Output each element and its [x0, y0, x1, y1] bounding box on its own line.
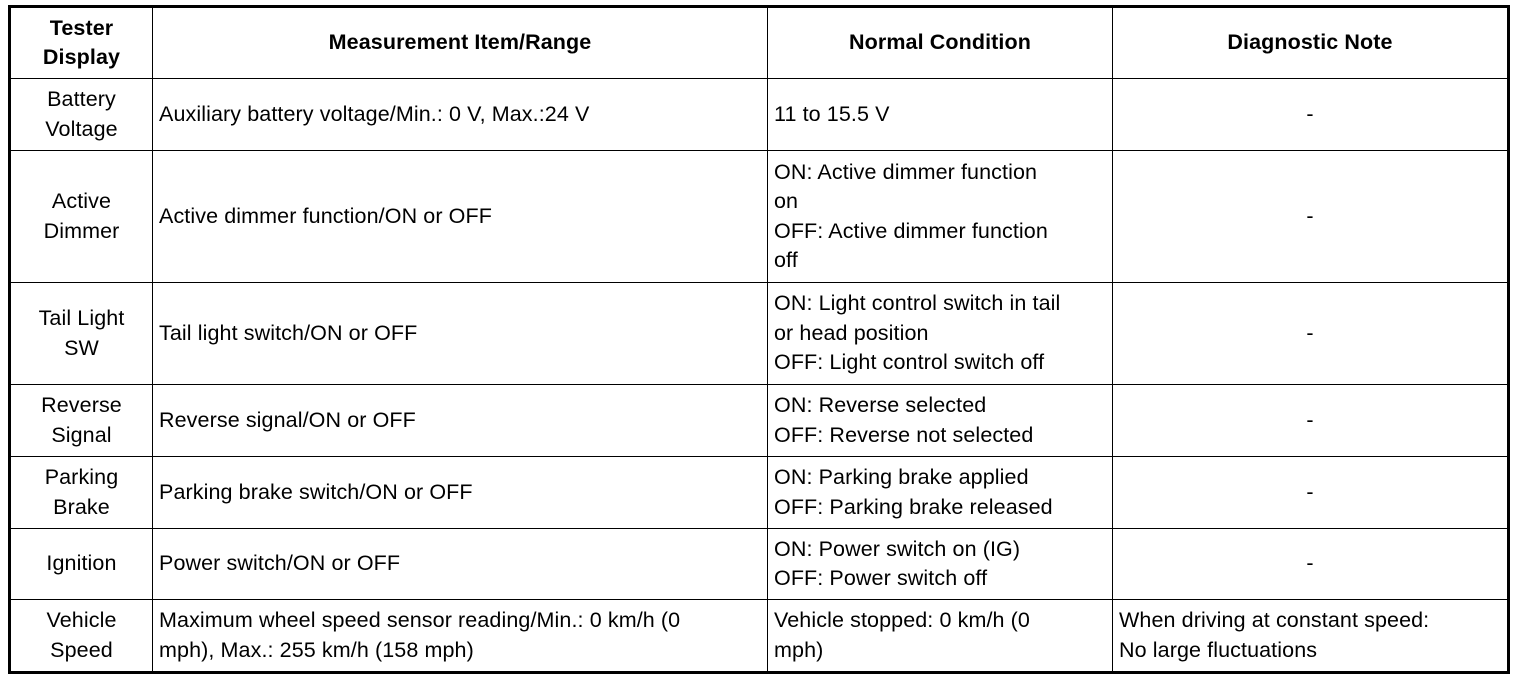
diagnostic-note-cell	[1113, 457, 1509, 529]
diagnostic-note-cell	[1113, 79, 1509, 151]
cell-line: No large fluctuations	[1119, 637, 1318, 662]
measurement-cell	[153, 457, 768, 529]
cell-line: OFF: Light control switch off	[774, 350, 1045, 375]
cell-line: -	[1306, 101, 1314, 126]
normal-condition-cell	[768, 151, 1113, 283]
cell-line: Voltage	[45, 116, 118, 141]
data-list-table-container	[8, 5, 1507, 674]
header-normal-condition: Normal Condition	[768, 7, 1113, 79]
cell-line: Signal	[51, 422, 112, 447]
normal-condition-cell	[768, 79, 1113, 151]
header-tester-display	[10, 7, 153, 79]
diagnostic-note-cell	[1113, 385, 1509, 457]
measurement-cell	[153, 283, 768, 385]
tester-display-cell	[10, 529, 153, 600]
normal-condition-cell	[768, 529, 1113, 600]
header-diagnostic-note: Diagnostic Note	[1113, 7, 1509, 79]
cell-line: OFF: Reverse not selected	[774, 422, 1034, 447]
tester-display-cell	[10, 283, 153, 385]
cell-line: OFF: Active dimmer function	[774, 218, 1048, 243]
normal-condition-cell	[768, 385, 1113, 457]
cell-line: Reverse	[41, 393, 122, 417]
cell-line: Brake	[53, 494, 110, 519]
cell-line: Maximum wheel speed sensor reading/Min.: 0 km/h (0	[159, 608, 681, 632]
cell-line: Reverse signal/ON or OFF	[159, 407, 416, 432]
cell-line: -	[1306, 203, 1314, 228]
header-tester-display-line: Tester	[49, 15, 114, 40]
tester-display-cell	[10, 385, 153, 457]
cell-line: ON: Parking brake applied	[774, 465, 1029, 489]
table-row	[10, 385, 1509, 457]
cell-line: Active	[51, 189, 112, 213]
cell-line: Parking	[44, 465, 119, 489]
cell-line: on	[774, 189, 799, 213]
normal-condition-cell	[768, 283, 1113, 385]
table-header-row	[10, 7, 1509, 79]
cell-line: Vehicle	[46, 608, 117, 632]
cell-line: Battery	[47, 87, 116, 111]
cell-line: Vehicle stopped: 0 km/h (0	[774, 608, 1030, 632]
tester-display-cell	[10, 457, 153, 529]
table-row	[10, 79, 1509, 151]
table-row	[10, 600, 1509, 673]
cell-line: mph)	[774, 637, 824, 662]
data-list-table	[8, 5, 1510, 674]
diagnostic-note-cell	[1113, 151, 1509, 283]
cell-line: Tail light switch/ON or OFF	[159, 320, 418, 345]
cell-line: Dimmer	[43, 218, 120, 243]
cell-line: ON: Power switch on (IG)	[774, 536, 1021, 561]
normal-condition-cell	[768, 600, 1113, 673]
cell-line: ON: Reverse selected	[774, 393, 987, 417]
cell-line: Speed	[50, 637, 113, 662]
header-measurement: Measurement Item/Range	[153, 7, 768, 79]
cell-line: Ignition	[46, 551, 117, 576]
cell-line: -	[1306, 551, 1314, 576]
measurement-cell	[153, 600, 768, 673]
tester-display-cell	[10, 151, 153, 283]
table-row	[10, 283, 1509, 385]
measurement-cell	[153, 151, 768, 283]
diagnostic-note-cell	[1113, 529, 1509, 600]
measurement-cell	[153, 385, 768, 457]
cell-line: Active dimmer function/ON or OFF	[159, 203, 492, 228]
diagnostic-note-cell	[1113, 283, 1509, 385]
measurement-cell	[153, 529, 768, 600]
cell-line: OFF: Power switch off	[774, 566, 988, 590]
cell-line: 11 to 15.5 V	[774, 101, 890, 126]
cell-line: or head position	[774, 320, 929, 345]
cell-line: OFF: Parking brake released	[774, 494, 1053, 519]
cell-line: ON: Active dimmer function	[774, 159, 1038, 184]
tester-display-cell	[10, 79, 153, 151]
cell-line: -	[1306, 479, 1314, 504]
table-row	[10, 457, 1509, 529]
cell-line: SW	[64, 335, 99, 360]
tester-display-cell	[10, 600, 153, 673]
diagnostic-note-cell	[1113, 600, 1509, 673]
cell-line: ON: Light control switch in tail	[774, 291, 1061, 316]
cell-line: Auxiliary battery voltage/Min.: 0 V, Max.:24 V	[159, 101, 590, 126]
cell-line: Parking brake switch/ON or OFF	[159, 479, 473, 504]
normal-condition-cell	[768, 457, 1113, 529]
cell-line: off	[774, 248, 798, 272]
table-row	[10, 529, 1509, 600]
cell-line: Power switch/ON or OFF	[159, 551, 401, 576]
table-row	[10, 151, 1509, 283]
cell-line: Tail Light	[38, 306, 125, 330]
cell-line: -	[1306, 407, 1314, 432]
measurement-cell	[153, 79, 768, 151]
cell-line: -	[1306, 320, 1314, 345]
cell-line: When driving at constant speed:	[1119, 608, 1430, 632]
cell-line: mph), Max.: 255 km/h (158 mph)	[159, 637, 474, 662]
header-tester-display-line: Display	[42, 45, 121, 69]
